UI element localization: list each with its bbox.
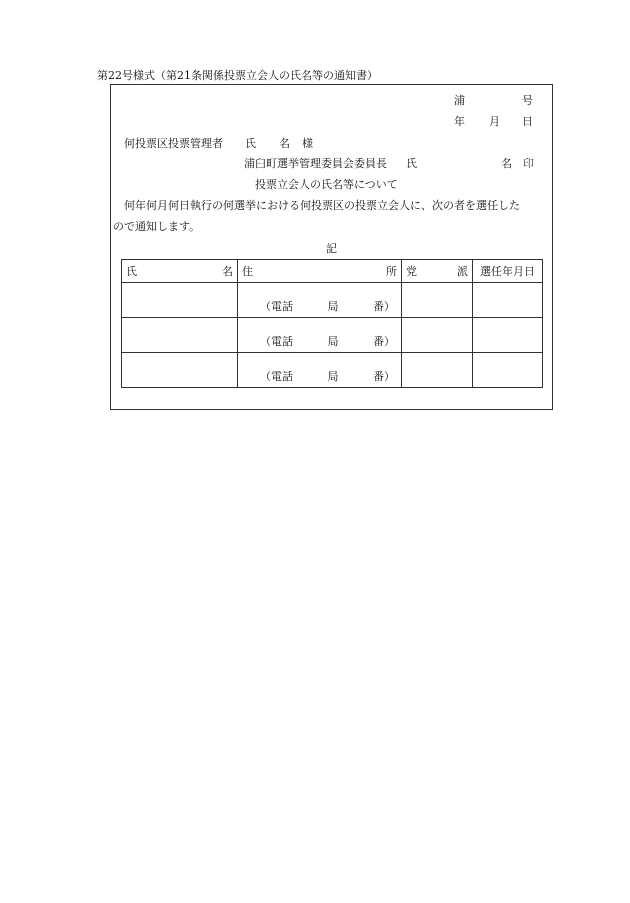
name-cell (122, 353, 238, 388)
date-year: 年 (454, 115, 465, 128)
phone-placeholder: （電話 局 番） (260, 370, 395, 383)
appointment-date-cell (473, 353, 543, 388)
seal-mark: 印 (523, 157, 534, 170)
header-appointment-date: 選任年月日 (473, 260, 543, 283)
addressee-honorific: 様 (302, 137, 313, 150)
party-cell (402, 353, 473, 388)
header-address: 住 所 (238, 260, 402, 283)
date-day: 日 (522, 115, 533, 128)
sender-name-1: 氏 (406, 157, 417, 170)
name-cell (122, 283, 238, 318)
form-title: 第22号様式（第21条関係投票立会人の氏名等の通知書） (97, 69, 378, 82)
sender-title: 浦臼町選挙管理委員会委員長 (244, 157, 387, 170)
table-header-row (122, 260, 543, 283)
addressee-name-2: 名 (279, 137, 290, 150)
appointee-table (121, 259, 543, 388)
ref-char: 浦 (454, 94, 465, 107)
address-cell (238, 353, 402, 388)
appointment-date-cell (473, 318, 543, 353)
appointment-date-cell (473, 283, 543, 318)
date-month: 月 (489, 115, 500, 128)
body-line-2: ので通知します。 (113, 220, 201, 233)
table-row (122, 283, 543, 318)
address-cell (238, 318, 402, 353)
table-row (122, 318, 543, 353)
table-row (122, 353, 543, 388)
sender-name-2: 名 (501, 157, 512, 170)
address-cell (238, 283, 402, 318)
body-line-1: 何年何月何日執行の何選挙における何投票区の投票立会人に、次の者を選任した (124, 199, 520, 212)
number-char: 号 (522, 94, 533, 107)
addressee-org: 何投票区投票管理者 (124, 137, 223, 150)
party-cell (402, 283, 473, 318)
phone-placeholder: （電話 局 番） (260, 335, 395, 348)
name-cell (122, 318, 238, 353)
ki-heading: 記 (326, 242, 337, 255)
subject: 投票立会人の氏名等について (255, 178, 398, 191)
party-cell (402, 318, 473, 353)
phone-placeholder: （電話 局 番） (260, 300, 395, 313)
header-name: 氏 名 (122, 260, 238, 283)
addressee-name-1: 氏 (245, 137, 256, 150)
header-party: 党 派 (402, 260, 473, 283)
